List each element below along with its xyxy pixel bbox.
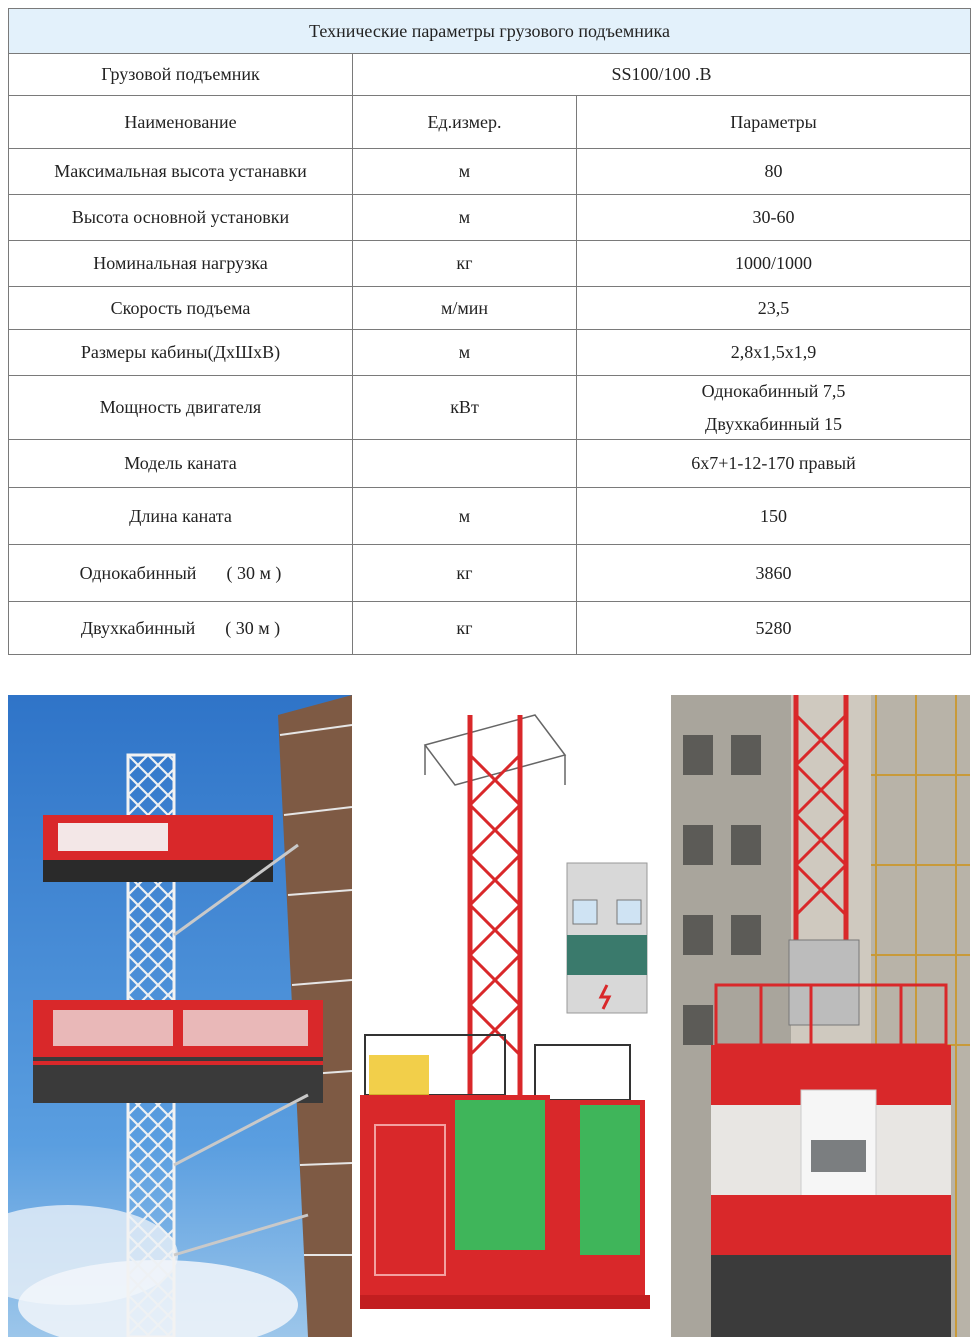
- table-row: [9, 330, 971, 376]
- row-unit: кВт: [353, 376, 577, 440]
- photo-lift-on-building: [8, 695, 352, 1337]
- row-value: 80: [577, 149, 971, 195]
- row-unit: м: [353, 330, 577, 376]
- row-value-line-2: Двухкабинный 15: [705, 413, 842, 434]
- table-row: [9, 241, 971, 287]
- row-unit: м: [353, 488, 577, 545]
- row-value: 1000/1000: [577, 241, 971, 287]
- row-value: 6x7+1-12-170 правый: [577, 440, 971, 488]
- row-unit: кг: [353, 545, 577, 602]
- row-value: 3860: [577, 545, 971, 602]
- row-name: Высота основной установки: [9, 195, 353, 241]
- row-unit: м: [353, 149, 577, 195]
- table-row: [9, 440, 971, 488]
- row-name: [9, 545, 353, 602]
- row-name-suffix: ( 30 м ): [225, 617, 281, 638]
- table-row: [9, 545, 971, 602]
- row-value: 150: [577, 488, 971, 545]
- header-params: Параметры: [577, 96, 971, 149]
- row-name: Скорость подъема: [9, 287, 353, 330]
- row-name: Размеры кабины(ДхШхВ): [9, 330, 353, 376]
- row-unit: [353, 440, 577, 488]
- row-name: Номинальная нагрузка: [9, 241, 353, 287]
- table-row: [9, 287, 971, 330]
- photo-lift-construction-site: [671, 695, 970, 1337]
- model-row: [9, 54, 971, 96]
- row-value: [577, 376, 971, 440]
- row-value: 23,5: [577, 287, 971, 330]
- header-name: Наименование: [9, 96, 353, 149]
- row-name: [9, 602, 353, 655]
- table-row: [9, 488, 971, 545]
- row-name-suffix: ( 30 м ): [226, 562, 282, 583]
- table-row: [9, 376, 971, 440]
- row-unit: м/мин: [353, 287, 577, 330]
- photo-lift-product: [355, 695, 663, 1337]
- table-title: Технические параметры грузового подъемника: [9, 9, 971, 54]
- header-row: [9, 96, 971, 149]
- row-value: 30-60: [577, 195, 971, 241]
- row-value: 5280: [577, 602, 971, 655]
- row-unit: кг: [353, 241, 577, 287]
- specs-table: [8, 8, 971, 655]
- table-row: [9, 149, 971, 195]
- header-unit: Ед.измер.: [353, 96, 577, 149]
- row-name: Длина каната: [9, 488, 353, 545]
- row-name: Максимальная высота устанавки: [9, 149, 353, 195]
- row-value: 2,8х1,5х1,9: [577, 330, 971, 376]
- table-row: [9, 602, 971, 655]
- row-unit: м: [353, 195, 577, 241]
- row-name: Мощность двигателя: [9, 376, 353, 440]
- model-value: SS100/100 .B: [353, 54, 971, 96]
- table-row: [9, 195, 971, 241]
- row-value-line-1: Однокабинный 7,5: [701, 381, 846, 401]
- row-name-text: Однокабинный: [79, 562, 197, 583]
- row-unit: кг: [353, 602, 577, 655]
- table-title-row: [9, 9, 971, 54]
- model-label: Грузовой подъемник: [9, 54, 353, 96]
- row-name: Модель каната: [9, 440, 353, 488]
- row-name-text: Двухкабинный: [80, 617, 196, 638]
